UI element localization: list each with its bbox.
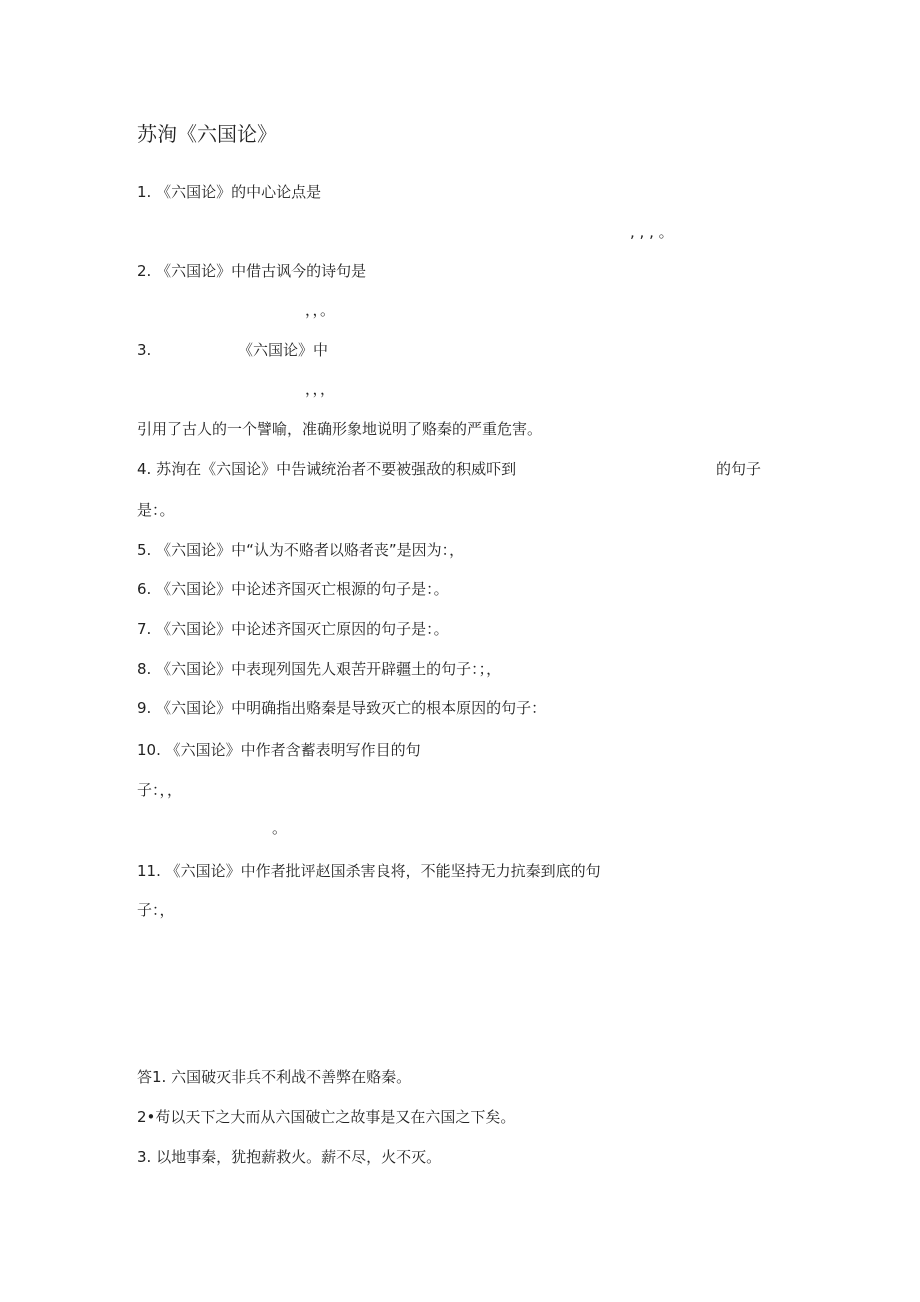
question-10-text: 10. 《六国论》中作者含蓄表明写作目的句: [137, 741, 421, 759]
question-11-text: 11. 《六国论》中作者批评赵国杀害良将，不能坚持无力抗秦到底的句: [137, 862, 601, 880]
question-9-text: 9. 《六国论》中明确指出赂秦是导致灭亡的根本原因的句子：: [137, 699, 547, 717]
question-4-text: 4. 苏洵在《六国论》中告诫统治者不要被强敌的积威吓到: [137, 460, 517, 478]
question-10-continuation: 子：，，: [137, 781, 183, 799]
question-1-text: 1. 《六国论》的中心论点是: [137, 183, 322, 201]
question-1-blank-punctuation: , , , 。: [630, 223, 674, 241]
question-3-continuation: 引用了古人的一个譬喻，准确形象地说明了赂秦的严重危害。: [137, 420, 543, 438]
question-2-blank-punctuation: ，，。: [305, 301, 336, 319]
question-2-text: 2. 《六国论》中借古讽今的诗句是: [137, 262, 367, 280]
question-10-end-punctuation: 。: [272, 819, 288, 837]
document-title: 苏洵《六国论》: [137, 122, 277, 146]
question-3-blank-punctuation: ，，，: [305, 380, 336, 398]
question-4-continuation: 是：。: [137, 501, 175, 519]
question-11-continuation: 子：，: [137, 901, 175, 919]
question-3-number: 3.: [137, 341, 152, 359]
answer-1: 答1. 六国破灭非兵不利战不善弊在赂秦。: [137, 1068, 412, 1086]
question-6-text: 6. 《六国论》中论述齐国灭亡根源的句子是：。: [137, 580, 449, 598]
question-5-text: 5. 《六国论》中“认为不赂者以赂者丧”是因为：，: [137, 541, 465, 559]
answer-2: 2•苟以天下之大而从六国破亡之故事是又在六国之下矣。: [137, 1108, 516, 1126]
question-4-text-end: 的句子: [716, 460, 762, 478]
question-3-text: 《六国论》中: [238, 341, 329, 359]
question-7-text: 7. 《六国论》中论述齐国灭亡原因的句子是：。: [137, 620, 449, 638]
question-8-text: 8. 《六国论》中表现列国先人艰苦开辟疆土的句子：；，: [137, 660, 502, 678]
answer-3: 3. 以地事秦，犹抱薪救火。薪不尽，火不灭。: [137, 1148, 442, 1166]
